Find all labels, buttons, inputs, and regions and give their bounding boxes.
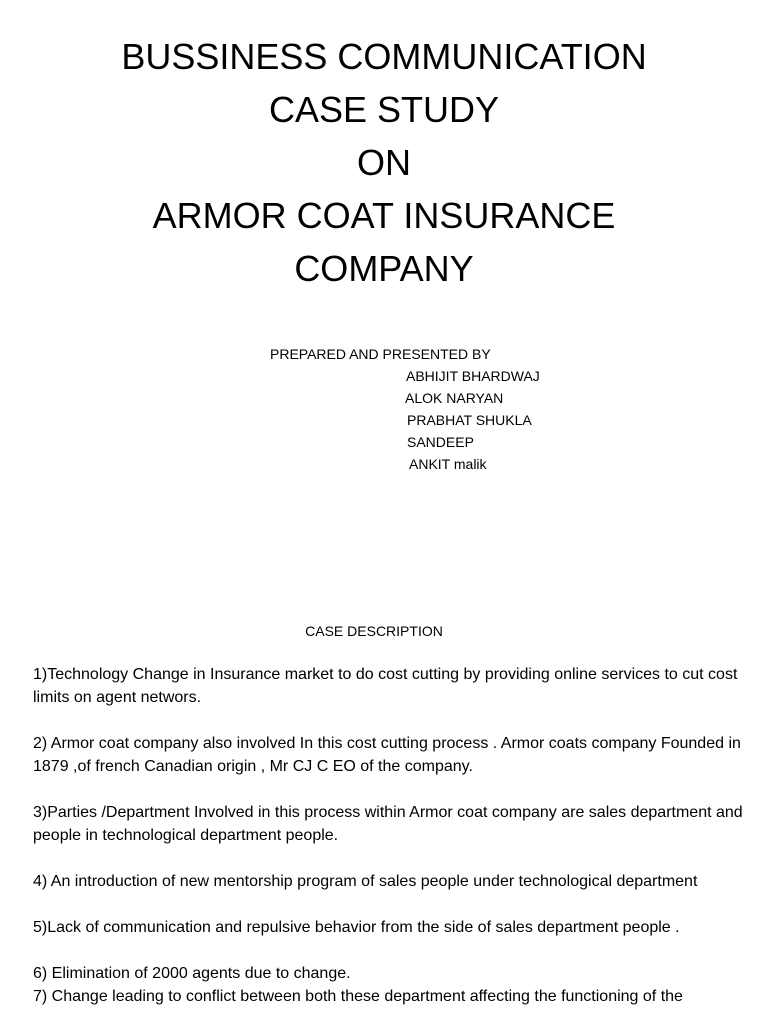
- title-line-5: COMPANY: [294, 248, 474, 289]
- case-point: 3)Parties /Department Involved in this process within Armor coat company are sales department and people in technological department people.: [33, 804, 743, 844]
- title-line-3: ON: [357, 142, 411, 183]
- case-description-list: [33, 663, 763, 1008]
- title-line-4: ARMOR COAT INSURANCE: [152, 195, 616, 236]
- case-point: 1)Technology Change in Insurance market to do cost cutting by providing online services to cut cost limits on agent networs.: [33, 666, 738, 706]
- case-point: 5)Lack of communication and repulsive behavior from the side of sales department people .: [33, 919, 680, 936]
- title-line-2: CASE STUDY: [268, 89, 500, 130]
- presenter-name: SANDEEP: [407, 434, 474, 450]
- case-point: 2) Armor coat company also involved In this cost cutting process . Armor coats company Founded in 1879 ,of french Canadian origin , Mr CJ C EO of the company.: [33, 735, 741, 775]
- case-point: 7) Change leading to conflict between both these department affecting the functioning of the: [33, 988, 683, 1005]
- title-line-1: BUSSINESS COMMUNICATION: [121, 36, 647, 77]
- presenter-name: ALOK NARYAN: [405, 390, 504, 406]
- presenter-name: PRABHAT SHUKLA: [407, 412, 532, 428]
- presenter-name: ABHIJIT BHARDWAJ: [406, 368, 540, 384]
- case-point: 4) An introduction of new mentorship program of sales people under technological department: [33, 873, 698, 890]
- presenter-name: ANKIT malik: [409, 456, 487, 472]
- page-title: [0, 30, 768, 295]
- case-description-heading: CASE DESCRIPTION: [305, 623, 443, 639]
- case-point: 6) Elimination of 2000 agents due to change.: [33, 965, 351, 982]
- presenters-heading: PREPARED AND PRESENTED BY: [270, 346, 491, 362]
